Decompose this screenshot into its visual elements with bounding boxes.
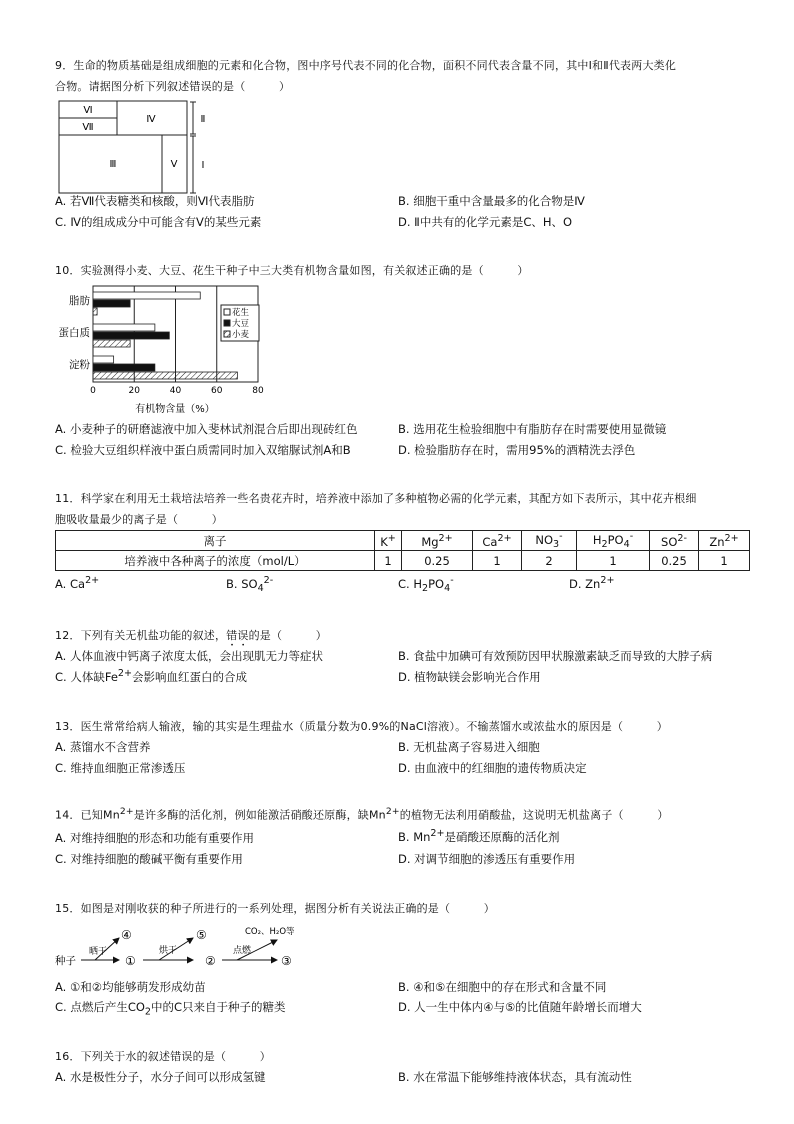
chart-x-tick-label: 40 bbox=[169, 386, 182, 396]
q13-option-c: C. 维持血细胞正常渗透压 bbox=[55, 761, 186, 775]
process-circle-4: ④ bbox=[121, 928, 132, 942]
chart-bar-小麦-脂肪 bbox=[93, 308, 97, 315]
q15-option-d: D. 人一生中体内④与⑤的比值随年龄增长而增大 bbox=[398, 1000, 642, 1014]
table-header-ion: 离子 bbox=[56, 531, 375, 551]
chart-bar-大豆-淀粉 bbox=[93, 364, 155, 371]
chart-category-label: 脂肪 bbox=[69, 295, 90, 307]
q12-stem: 12．下列有关无机盐功能的叙述，错误的是（ ） bbox=[55, 629, 328, 642]
chart-category-label: 淀粉 bbox=[69, 359, 90, 371]
table-header-zn: $Zn^{2+}$ bbox=[699, 531, 750, 551]
chart-legend bbox=[221, 305, 259, 341]
q11-stem-line1: 11．科学家在利用无土栽培法培养一些名贵花卉时，培养液中添加了多种植物必需的化学元素，其配方如下表所示，其中花卉根细 bbox=[55, 492, 697, 505]
table-cell: 0.25 bbox=[402, 551, 473, 571]
q15-stem: 15．如图是对刚收获的种子所进行的一系列处理，据图分析有关说法正确的是（ ） bbox=[55, 902, 495, 915]
table-header-h2po4: $H_2PO_4^-$ bbox=[577, 531, 650, 551]
q9-option-a: A. 若Ⅶ代表糖类和核酸，则Ⅵ代表脂肪 bbox=[55, 194, 255, 208]
q14-option-a: A. 对维持细胞的形态和功能有重要作用 bbox=[55, 831, 254, 845]
table-header-no3: $NO_3^-$ bbox=[522, 531, 577, 551]
process-circle-1: ① bbox=[125, 954, 136, 968]
process-gas-products: CO₂、H₂O等 bbox=[245, 927, 295, 937]
table-header-ca: $Ca^{2+}$ bbox=[473, 531, 522, 551]
q15-option-c: C. 点燃后产生$CO_2$中的C只来自于种子的糖类 bbox=[55, 1000, 286, 1018]
process-circle-5: ⑤ bbox=[196, 928, 207, 942]
process-ignite: 点燃 bbox=[233, 946, 252, 956]
q9-label-ii: Ⅱ bbox=[200, 114, 206, 125]
q9-compound-diagram bbox=[55, 98, 215, 198]
chart-bar-小麦-淀粉 bbox=[93, 372, 237, 379]
legend-label-soybean: 大豆 bbox=[232, 319, 250, 329]
chart-x-tick-label: 0 bbox=[90, 386, 96, 396]
q10-option-b: B. 选用花生检验细胞中有脂肪存在时需要使用显微镜 bbox=[398, 422, 667, 436]
table-header-mg: $Mg^{2+}$ bbox=[402, 531, 473, 551]
q14-stem: 14．已知$Mn^{2+}$是许多酶的活化剂，例如能激活硝酸还原酶，缺$Mn^{2+}$的植物无法利用硝酸盐，这说明无机盐离子（ ） bbox=[55, 806, 669, 822]
q11-stem-line2: 胞吸收量最少的离子是（ ） bbox=[55, 513, 223, 526]
q16-option-b: B. 水在常温下能够维持液体状态，具有流动性 bbox=[398, 1070, 632, 1084]
q12-option-b: B. 食盐中加碘可有效预防因甲状腺激素缺乏而导致的大脖子病 bbox=[398, 649, 713, 663]
chart-bar-花生-蛋白质 bbox=[93, 324, 155, 331]
q9-label-iv: Ⅳ bbox=[146, 114, 156, 125]
chart-bar-大豆-脂肪 bbox=[93, 300, 130, 307]
q12-option-c: C. 人体缺$Fe^{2+}$会影响血红蛋白的合成 bbox=[55, 668, 248, 684]
table-cell: 2 bbox=[522, 551, 577, 571]
q14-option-c: C. 对维持细胞的酸碱平衡有重要作用 bbox=[55, 852, 243, 866]
table-cell: 1 bbox=[375, 551, 402, 571]
chart-bar-大豆-蛋白质 bbox=[93, 332, 169, 339]
chart-x-axis-label: 有机物含量（%） bbox=[135, 404, 215, 415]
q10-organic-content-chart bbox=[55, 282, 270, 417]
process-circle-3: ③ bbox=[281, 954, 292, 968]
table-cell: 1 bbox=[577, 551, 650, 571]
chart-category-label: 蛋白质 bbox=[58, 327, 90, 339]
table-header-so4: $SO^{2-}$ bbox=[650, 531, 699, 551]
q13-option-a: A. 蒸馏水不含营养 bbox=[55, 740, 151, 754]
q11-option-c: C. $H_2PO_4^-$ bbox=[398, 575, 454, 595]
q11-ion-table bbox=[55, 530, 750, 571]
q13-stem: 13．医生常常给病人输液，输的其实是生理盐水（质量分数为0.9%的NaCl溶液）。不输蒸馏水或浓盐水的原因是（ ） bbox=[55, 720, 668, 733]
q9-label-i: Ⅰ bbox=[201, 160, 205, 171]
q10-option-d: D. 检验脂肪存在时，需用95%的酒精洗去浮色 bbox=[398, 443, 636, 457]
chart-bar-小麦-蛋白质 bbox=[93, 340, 130, 347]
table-row bbox=[56, 531, 750, 551]
q9-option-b: B. 细胞干重中含量最多的化合物是Ⅳ bbox=[398, 194, 585, 208]
q9-stem-line1: 9．生命的物质基础是组成细胞的元素和化合物，图中序号代表不同的化合物，面积不同代表含量不同，其中Ⅰ和Ⅱ代表两大类化 bbox=[55, 59, 677, 72]
q9-label-v: Ⅴ bbox=[170, 159, 178, 170]
q12-option-a: A. 人体血液中钙离子浓度太低，会出现肌无力等症状 bbox=[55, 649, 323, 663]
q11-option-a: A. $Ca^{2+}$ bbox=[55, 575, 100, 591]
table-header-k: K+ bbox=[375, 531, 402, 551]
q15-option-b: B. ④和⑤在细胞中的存在形式和含量不同 bbox=[398, 980, 607, 994]
chart-x-tick-label: 60 bbox=[211, 386, 223, 396]
table-cell: 1 bbox=[473, 551, 522, 571]
legend-label-peanut: 花生 bbox=[232, 308, 250, 318]
q9-label-vi: Ⅵ bbox=[83, 105, 93, 116]
legend-label-wheat: 小麦 bbox=[232, 330, 250, 340]
q9-label-vii: Ⅶ bbox=[82, 122, 94, 133]
q11-option-b: B. $SO_4^{2-}$ bbox=[226, 575, 274, 595]
chart-x-tick-label: 80 bbox=[252, 386, 264, 396]
q9-option-d: D. Ⅱ中共有的化学元素是C、H、O bbox=[398, 215, 573, 229]
q12-emphasis: 错误 bbox=[226, 629, 249, 642]
q10-option-a: A. 小麦种子的研磨滤液中加入斐林试剂混合后即出现砖红色 bbox=[55, 422, 358, 436]
q10-option-c: C. 检验大豆组织样液中蛋白质需同时加入双缩脲试剂A和B bbox=[55, 443, 351, 457]
q15-seed-process-diagram bbox=[55, 922, 315, 968]
process-oven-dry: 烘干 bbox=[159, 946, 178, 956]
chart-bar-花生-淀粉 bbox=[93, 356, 114, 363]
q14-option-d: D. 对调节细胞的渗透压有重要作用 bbox=[398, 852, 576, 866]
q9-option-c: C. Ⅳ的组成成分中可能含有Ⅴ的某些元素 bbox=[55, 215, 262, 229]
chart-x-tick-label: 20 bbox=[128, 386, 140, 396]
q9-stem-line2: 合物。请据图分析下列叙述错误的是（ ） bbox=[55, 80, 291, 93]
q14-option-b: B. $Mn^{2+}$是硝酸还原酶的活化剂 bbox=[398, 828, 560, 844]
table-cell: 0.25 bbox=[650, 551, 699, 571]
table-row-label: 培养液中各种离子的浓度（mol/L） bbox=[56, 551, 375, 571]
table-row bbox=[56, 551, 750, 571]
q13-option-d: D. 由血液中的红细胞的遗传物质决定 bbox=[398, 761, 587, 775]
chart-bar-花生-脂肪 bbox=[93, 292, 200, 299]
q16-option-a: A. 水是极性分子，水分子间可以形成氢键 bbox=[55, 1070, 266, 1084]
q16-stem: 16．下列关于水的叙述错误的是（ ） bbox=[55, 1050, 271, 1063]
table-cell: 1 bbox=[699, 551, 750, 571]
q11-option-d: D. $Zn^{2+}$ bbox=[569, 575, 615, 591]
process-sun-dry: 晒干 bbox=[89, 947, 108, 957]
q10-stem: 10．实验测得小麦、大豆、花生干种子中三大类有机物含量如图，有关叙述正确的是（ ） bbox=[55, 264, 529, 277]
q15-option-a: A. ①和②均能够萌发形成幼苗 bbox=[55, 980, 206, 994]
process-seed: 种子 bbox=[55, 955, 76, 967]
q13-option-b: B. 无机盐离子容易进入细胞 bbox=[398, 740, 540, 754]
q9-label-iii: Ⅲ bbox=[109, 159, 117, 170]
process-circle-2: ② bbox=[205, 954, 216, 968]
q12-option-d: D. 植物缺镁会影响光合作用 bbox=[398, 670, 541, 684]
